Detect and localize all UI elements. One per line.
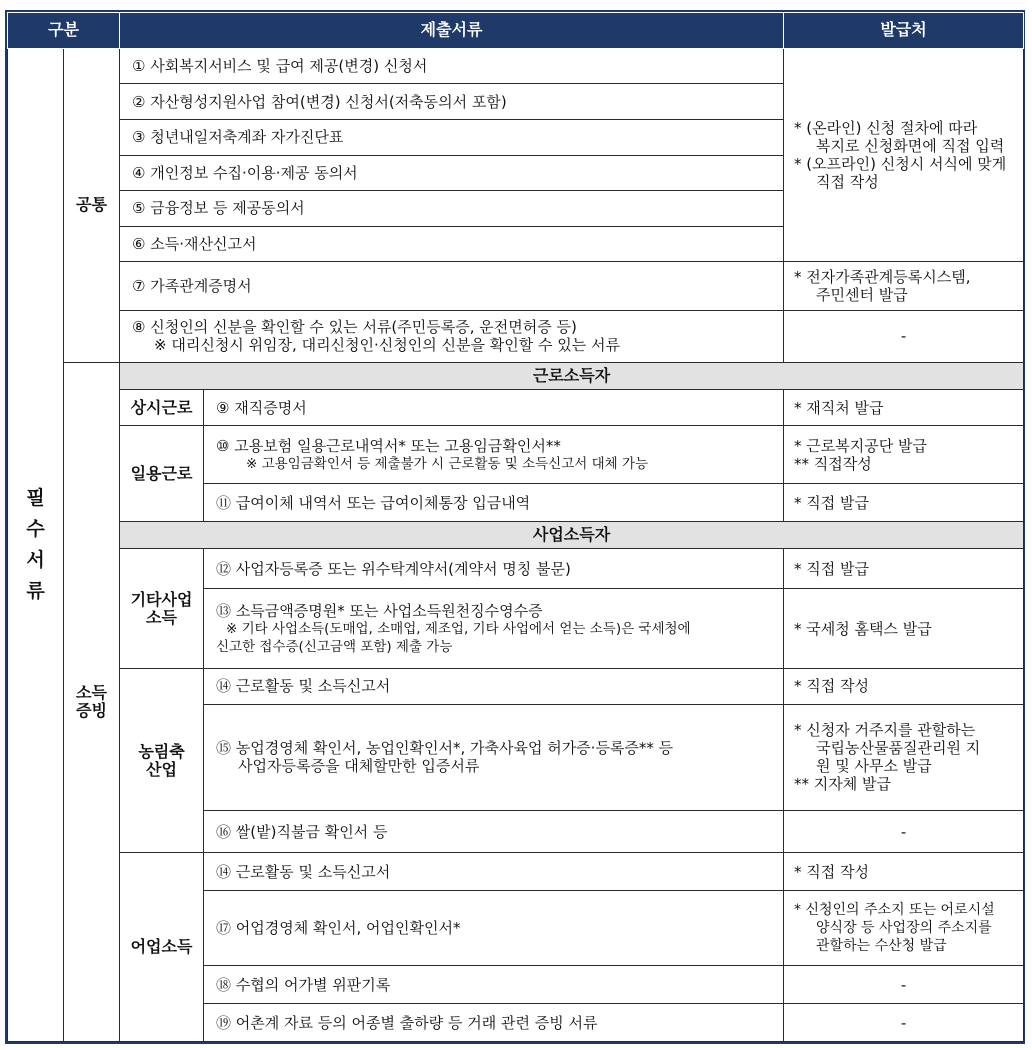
doc-item-3: ③ 청년내일저축계좌 자가진단표 [120, 119, 784, 155]
issuer-item-7: * 전자가족관계등록시스템, 주민센터 발급 [784, 262, 1024, 310]
doc-item-19: ⑲ 어촌계 자료 등의 어종별 출하량 등 거래 관련 증빙 서류 [204, 1004, 784, 1042]
doc-item-1: ① 사회복지서비스 및 급여 제공(변경) 신청서 [120, 48, 784, 84]
doc-item-6: ⑥ 소득·재산신고서 [120, 226, 784, 262]
header-category: 구분 [8, 13, 120, 49]
earned-income-band: 근로소득자 [120, 362, 1024, 389]
header-issuer: 발급처 [784, 13, 1024, 49]
doc-item-17: ⑰ 어업경영체 확인서, 어업인확인서* [204, 891, 784, 966]
required-documents-label: 필수서류 [8, 48, 64, 1041]
doc-item-11: ⑪ 급여이체 내역서 또는 급여이체통장 입금내역 [204, 484, 784, 522]
doc-item-15: ⑮ 농업경영체 확인서, 농업인확인서*, 가축사육업 허가증·등록증** 등 사업자등록증을 대체할만한 입증서류 [204, 704, 784, 811]
doc-item-13: ⑬ 소득금액증명원* 또는 사업소득원천징수영수증 ※ 기타 사업소득(도매업, 소매업, 제조업, 기타 사업에서 얻는 소득)은 국세청에 신고한 접수증(신고금액 포함) 제출 가능 [204, 589, 784, 669]
issuer-item-11: * 직접 발급 [784, 484, 1024, 522]
issuer-item-10: * 근로복지공단 발급 ** 직접작성 [784, 425, 1024, 484]
issuer-item-18: - [784, 966, 1024, 1004]
required-documents-table [7, 12, 1024, 1042]
doc-item-4: ④ 개인정보 수집·이용·제공 동의서 [120, 155, 784, 191]
farming-label: 농림축산업 [120, 668, 204, 852]
doc-item-8: ⑧ 신청인의 신분을 확인할 수 있는 서류(주민등록증, 운전면허증 등) ※ 대리신청시 위임장, 대리신청인·신청인의 신분을 확인할 수 있는 서류 [120, 310, 784, 362]
issuer-item-19: - [784, 1004, 1024, 1042]
daily-work-label: 일용근로 [120, 425, 204, 521]
fishery-label: 어업소득 [120, 853, 204, 1042]
doc-item-9: ⑨ 재직증명서 [204, 390, 784, 426]
issuer-item-16: - [784, 811, 1024, 853]
doc-item-12: ⑫ 사업자등록증 또는 위수탁계약서(계약서 명칭 불문) [204, 549, 784, 589]
header-row [8, 13, 1024, 49]
business-income-band: 사업소득자 [120, 522, 1024, 549]
doc-item-7: ⑦ 가족관계증명서 [120, 262, 784, 310]
issuer-common-group: * (온라인) 신청 절차에 따라 복지로 신청화면에 직접 입력 * (오프라인) 신청시 서식에 맞게 직접 작성 [784, 48, 1024, 262]
regular-work-label: 상시근로 [120, 390, 204, 426]
doc-item-5: ⑤ 금융정보 등 제공동의서 [120, 191, 784, 227]
issuer-item-15: * 신청자 거주지를 관할하는 국립농산물품질관리원 지 원 및 사무소 발급 ** 지자체 발급 [784, 704, 1024, 811]
issuer-item-8: - [784, 310, 1024, 362]
header-documents: 제출서류 [120, 13, 784, 49]
doc-item-18: ⑱ 수협의 어가별 위판기록 [204, 966, 784, 1004]
other-business-label: 기타사업소득 [120, 549, 204, 668]
issuer-item-13: * 국세청 홈택스 발급 [784, 589, 1024, 669]
doc-item-16: ⑯ 쌀(밭)직불금 확인서 등 [204, 811, 784, 853]
issuer-item-12: * 직접 발급 [784, 549, 1024, 589]
issuer-item-9: * 재직처 발급 [784, 390, 1024, 426]
doc-item-2: ② 자산형성지원사업 참여(변경) 신청서(저축동의서 포함) [120, 84, 784, 120]
issuer-item-14-fish: * 직접 작성 [784, 853, 1024, 891]
doc-item-14-farm: ⑭ 근로활동 및 소득신고서 [204, 668, 784, 704]
issuer-item-14-farm: * 직접 작성 [784, 668, 1024, 704]
doc-item-14-fish: ⑭ 근로활동 및 소득신고서 [204, 853, 784, 891]
issuer-item-17: * 신청인의 주소지 또는 어로시설 양식장 등 사업장의 주소지를 관할하는 수산청 발급 [784, 891, 1024, 966]
income-proof-label: 소득증빙 [64, 362, 120, 1041]
common-label: 공통 [64, 48, 120, 362]
doc-item-10: ⑩ 고용보험 일용근로내역서* 또는 고용임금확인서** ※ 고용임금확인서 등 제출불가 시 근로활동 및 소득신고서 대체 가능 [204, 425, 784, 484]
document-table-frame [5, 10, 1025, 1044]
